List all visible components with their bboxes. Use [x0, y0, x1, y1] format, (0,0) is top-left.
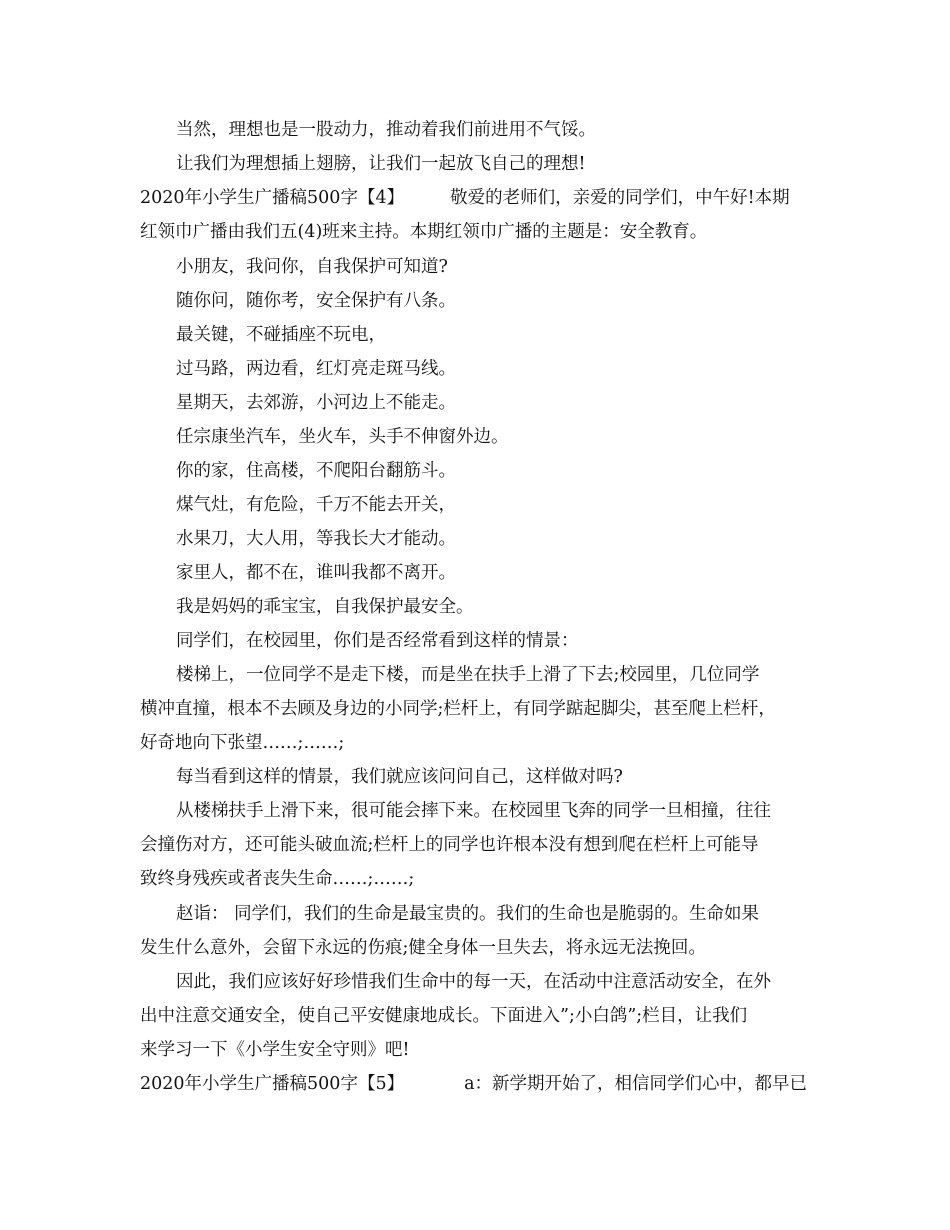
paragraph-line: 因此，我们应该好好珍惜我们生命中的每一天，在活动中注意活动安全，在外: [176, 972, 771, 992]
paragraph-line: 致终身残疾或者丧失生命……;……;: [140, 869, 415, 889]
paragraph-line: 水果刀，大人用，等我长大才能动。: [176, 529, 456, 549]
paragraph-line: 会撞伤对方，还可能头破血流;栏杆上的同学也许根本没有想到爬在栏杆上可能导: [140, 835, 759, 855]
paragraph-line: 过马路，两边看，红灯亮走斑马线。: [176, 359, 456, 379]
heading-text: 敬爱的老师们，亲爱的同学们，中午好!本期: [450, 188, 790, 208]
paragraph-line: 我是妈妈的乖宝宝，自我保护最安全。: [176, 597, 474, 617]
heading-text: a：新学期开始了，相信同学们心中，都早已: [464, 1074, 808, 1094]
paragraph-line: 同学们，在校园里，你们是否经常看到这样的情景：: [176, 631, 579, 651]
paragraph-line: 横冲直撞，根本不去顾及身边的小同学;栏杆上，有同学踮起脚尖，甚至爬上栏杆，: [140, 699, 776, 719]
paragraph-line: 家里人，都不在，谁叫我都不离开。: [176, 563, 456, 583]
paragraph-line: 最关键，不碰插座不玩电，: [176, 325, 386, 345]
paragraph-line: 楼梯上，一位同学不是走下楼，而是坐在扶手上滑了下去;校园里，几位同学: [176, 665, 760, 685]
paragraph-line: 来学习一下《小学生安全守则》吧!: [140, 1040, 410, 1060]
paragraph-line: 煤气灶，有危险，千万不能去开关，: [176, 495, 456, 515]
paragraph-line: 小朋友，我问你，自我保护可知道?: [176, 257, 448, 277]
section-heading-5: [140, 1067, 820, 1101]
paragraph-line: 出中注意交通安全，使自己平安健康地成长。下面进入”;小白鸽”;栏目，让我们: [140, 1006, 748, 1026]
paragraph-line: 好奇地向下张望……;……;: [140, 733, 345, 753]
paragraph-line: 发生什么意外，会留下永远的伤痕;健全身体一旦失去，将永远无法挽回。: [140, 938, 706, 958]
paragraph-line: 星期天，去郊游，小河边上不能走。: [176, 393, 456, 413]
section-heading-4: [140, 181, 820, 215]
paragraph-line: 从楼梯扶手上滑下来，很可能会摔下来。在校园里飞奔的同学一旦相撞，往往: [176, 801, 771, 821]
paragraph-line: 每当看到这样的情景，我们就应该问问自己，这样做对吗?: [176, 767, 623, 787]
paragraph-line: 随你问，随你考，安全保护有八条。: [176, 291, 456, 311]
paragraph-line: 你的家，住高楼，不爬阳台翻筋斗。: [176, 461, 456, 481]
paragraph-line: 红领巾广播由我们五(4)班来主持。本期红领巾广播的主题是：安全教育。: [140, 222, 708, 242]
paragraph-line: 让我们为理想插上翅膀，让我们一起放飞自己的理想!: [176, 154, 586, 174]
paragraph-line: 当然，理想也是一股动力，推动着我们前进用不气馁。: [176, 120, 596, 140]
heading-title: 2020年小学生广播稿500字【4】: [140, 188, 405, 208]
heading-title: 2020年小学生广播稿500字【5】: [140, 1074, 405, 1094]
paragraph-line: 任宗康坐汽车，坐火车，头手不伸窗外边。: [176, 427, 509, 447]
paragraph-line: 赵诣： 同学们，我们的生命是最宝贵的。我们的生命也是脆弱的。生命如果: [176, 904, 760, 924]
